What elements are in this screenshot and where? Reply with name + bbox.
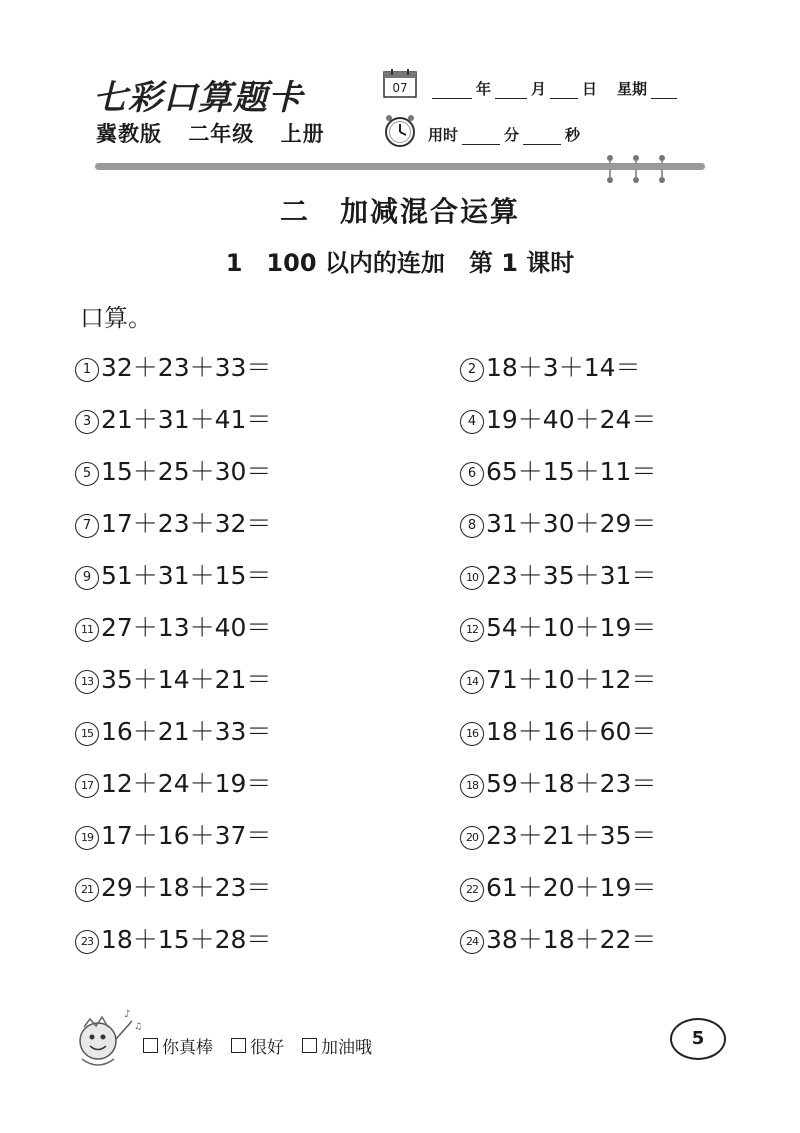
binder-pin <box>633 155 639 185</box>
minutes-blank <box>462 130 500 145</box>
page-number: 5 <box>670 1018 726 1060</box>
month-label: 月 <box>531 80 547 98</box>
problem-item <box>460 348 641 384</box>
problem-item <box>460 660 656 696</box>
problem-item <box>75 348 271 384</box>
problem-number: 8 <box>460 514 484 538</box>
eval-label: 你真棒 <box>162 1038 213 1058</box>
problem-item <box>75 400 271 436</box>
date-field <box>428 78 681 99</box>
year-label: 年 <box>476 80 492 98</box>
problem-item <box>460 712 656 748</box>
problem-expression: 71＋10＋12＝ <box>486 665 657 694</box>
checkbox[interactable] <box>302 1038 317 1053</box>
clock-icon <box>383 114 417 148</box>
binder-pin <box>659 155 665 185</box>
header-divider <box>95 163 705 170</box>
problem-expression: 31＋30＋29＝ <box>486 509 657 538</box>
problem-number: 2 <box>460 358 484 382</box>
problem-number: 23 <box>75 930 99 954</box>
problem-item <box>460 608 656 644</box>
problem-expression: 23＋35＋31＝ <box>486 561 657 590</box>
problem-number: 3 <box>75 410 99 434</box>
seconds-label: 秒 <box>565 126 581 144</box>
problem-expression: 17＋23＋32＝ <box>101 509 272 538</box>
problem-number: 15 <box>75 722 99 746</box>
problem-item <box>75 452 271 488</box>
weekday-blank <box>651 84 677 99</box>
problem-expression: 38＋18＋22＝ <box>486 925 657 954</box>
problem-number: 13 <box>75 670 99 694</box>
edition-info <box>96 118 343 148</box>
problem-expression: 32＋23＋33＝ <box>101 353 272 382</box>
checkbox[interactable] <box>143 1038 158 1053</box>
problem-expression: 29＋18＋23＝ <box>101 873 272 902</box>
problem-item <box>460 556 656 592</box>
day-blank <box>550 84 578 99</box>
brand-title: 七彩口算题卡 <box>93 78 303 118</box>
problem-item <box>460 868 656 904</box>
svg-text:♫: ♫ <box>134 1022 142 1032</box>
problem-expression: 23＋21＋35＝ <box>486 821 657 850</box>
problem-expression: 18＋3＋14＝ <box>486 353 641 382</box>
problem-number: 9 <box>75 566 99 590</box>
problem-number: 20 <box>460 826 484 850</box>
unit-title: 二 加减混合运算 <box>279 195 520 228</box>
problem-expression: 18＋16＋60＝ <box>486 717 657 746</box>
problem-item <box>75 764 271 800</box>
problem-item <box>75 504 271 540</box>
problem-number: 10 <box>460 566 484 590</box>
problem-expression: 59＋18＋23＝ <box>486 769 657 798</box>
svg-text:♪: ♪ <box>124 1009 131 1020</box>
problem-number: 12 <box>460 618 484 642</box>
problem-number: 14 <box>460 670 484 694</box>
calendar-icon <box>383 68 417 98</box>
problem-expression: 18＋15＋28＝ <box>101 925 272 954</box>
eval-label: 很好 <box>250 1038 284 1058</box>
instruction: 口算。 <box>80 304 152 332</box>
problem-number: 24 <box>460 930 484 954</box>
problem-item <box>75 556 271 592</box>
problem-item <box>460 400 656 436</box>
day-label: 日 <box>582 80 598 98</box>
edition-publisher: 冀教版 <box>96 122 162 146</box>
problem-item <box>75 712 271 748</box>
problem-number: 1 <box>75 358 99 382</box>
seconds-blank <box>523 130 561 145</box>
problem-expression: 17＋16＋37＝ <box>101 821 272 850</box>
problem-item <box>460 764 656 800</box>
problem-expression: 54＋10＋19＝ <box>486 613 657 642</box>
weekday-label: 星期 <box>617 80 648 98</box>
problem-item <box>75 816 271 852</box>
problem-number: 16 <box>460 722 484 746</box>
problem-expression: 21＋31＋41＝ <box>101 405 272 434</box>
time-used-label: 用时 <box>428 126 459 144</box>
problem-number: 5 <box>75 462 99 486</box>
problem-item <box>75 868 271 904</box>
problem-item <box>460 452 656 488</box>
problem-expression: 15＋25＋30＝ <box>101 457 272 486</box>
problem-item <box>75 608 271 644</box>
problem-item <box>75 920 271 956</box>
year-blank <box>432 84 472 99</box>
problem-number: 19 <box>75 826 99 850</box>
eval-option-great[interactable] <box>143 1033 213 1058</box>
problem-number: 6 <box>460 462 484 486</box>
problem-number: 4 <box>460 410 484 434</box>
edition-grade: 二年级 <box>188 122 255 146</box>
problem-item <box>460 504 656 540</box>
problem-expression: 27＋13＋40＝ <box>101 613 272 642</box>
problem-expression: 65＋15＋11＝ <box>486 457 657 486</box>
problem-expression: 19＋40＋24＝ <box>486 405 657 434</box>
checkbox[interactable] <box>231 1038 246 1053</box>
time-field <box>428 124 580 145</box>
problem-item <box>460 816 656 852</box>
problem-number: 21 <box>75 878 99 902</box>
binder-pin <box>607 155 613 185</box>
problem-expression: 16＋21＋33＝ <box>101 717 272 746</box>
problem-expression: 35＋14＋21＝ <box>101 665 272 694</box>
problem-expression: 12＋24＋19＝ <box>101 769 272 798</box>
problem-expression: 61＋20＋19＝ <box>486 873 657 902</box>
problem-item <box>460 920 656 956</box>
problem-number: 17 <box>75 774 99 798</box>
eval-option-good[interactable] <box>231 1033 284 1058</box>
minutes-label: 分 <box>504 126 520 144</box>
problem-item <box>75 660 271 696</box>
edition-volume: 上册 <box>280 122 325 146</box>
problem-number: 18 <box>460 774 484 798</box>
problem-expression: 51＋31＋15＝ <box>101 561 272 590</box>
mascot-icon <box>72 1003 142 1073</box>
problem-number: 22 <box>460 878 484 902</box>
eval-option-keep-going[interactable] <box>302 1033 372 1058</box>
self-evaluation <box>143 1033 390 1058</box>
month-blank <box>495 84 527 99</box>
lesson-title: 1 100 以内的连加 第 1 课时 <box>225 249 575 277</box>
eval-label: 加油哦 <box>321 1038 372 1058</box>
calendar-day: 07 <box>392 81 408 95</box>
problem-number: 11 <box>75 618 99 642</box>
problem-number: 7 <box>75 514 99 538</box>
